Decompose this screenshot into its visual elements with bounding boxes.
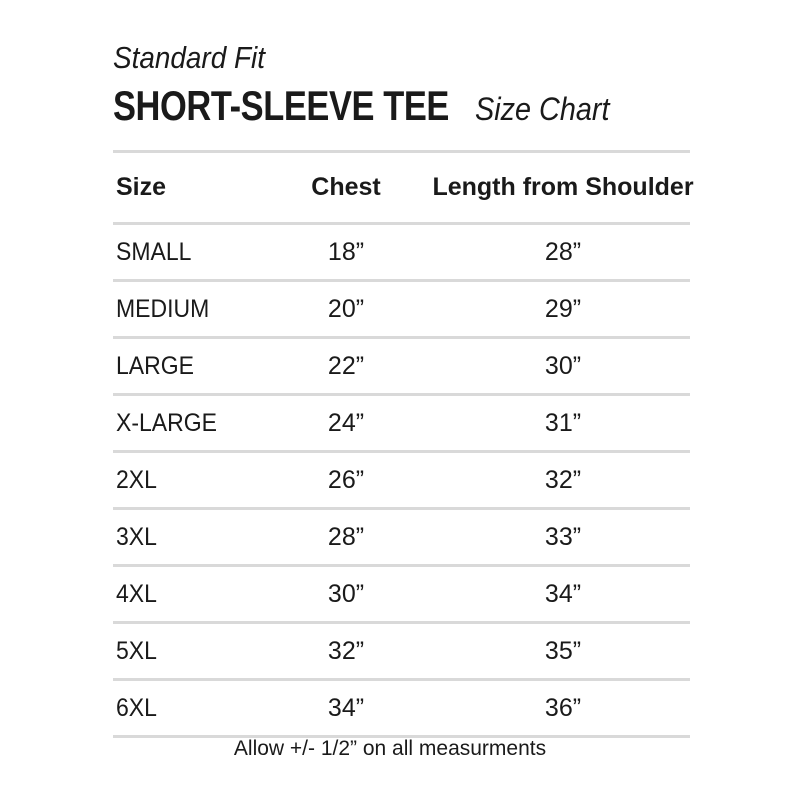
table-header-row bbox=[113, 153, 694, 222]
column-header-chest: Chest bbox=[311, 173, 381, 201]
column-header-length: Length from Shoulder bbox=[432, 173, 694, 201]
chest-cell: 30” bbox=[327, 579, 365, 608]
table-row bbox=[113, 681, 690, 735]
size-cell: 2XL bbox=[116, 465, 157, 494]
table-row bbox=[113, 396, 690, 450]
size-cell: 6XL bbox=[116, 693, 157, 722]
table-row bbox=[113, 624, 690, 678]
fit-subtitle: Standard Fit bbox=[113, 40, 265, 75]
size-cell: MEDIUM bbox=[116, 294, 210, 323]
length-cell: 34” bbox=[544, 579, 582, 608]
length-cell: 29” bbox=[544, 294, 582, 323]
chest-cell: 24” bbox=[327, 408, 365, 437]
chest-cell: 20” bbox=[327, 294, 365, 323]
title-line bbox=[113, 82, 624, 133]
measurement-footnote: Allow +/- 1/2” on all measurments bbox=[233, 737, 547, 760]
chest-cell: 26” bbox=[327, 465, 365, 494]
chest-cell: 34” bbox=[327, 693, 365, 722]
length-cell: 30” bbox=[544, 351, 582, 380]
size-cell: 5XL bbox=[116, 636, 157, 665]
table-row bbox=[113, 567, 690, 621]
table-row bbox=[113, 225, 690, 279]
length-cell: 36” bbox=[544, 693, 582, 722]
size-cell: X-LARGE bbox=[116, 408, 217, 437]
chest-cell: 22” bbox=[327, 351, 365, 380]
column-header-size: Size bbox=[116, 173, 167, 201]
size-cell: 4XL bbox=[116, 579, 157, 608]
chest-cell: 32” bbox=[327, 636, 365, 665]
table-row bbox=[113, 282, 690, 336]
size-cell: LARGE bbox=[116, 351, 194, 380]
size-table bbox=[113, 150, 694, 738]
chest-cell: 18” bbox=[327, 237, 365, 266]
chart-header bbox=[113, 38, 624, 133]
table-row bbox=[113, 510, 690, 564]
length-cell: 35” bbox=[544, 636, 582, 665]
length-cell: 31” bbox=[544, 408, 582, 437]
table-row bbox=[113, 453, 690, 507]
size-cell: SMALL bbox=[116, 237, 192, 266]
table-row bbox=[113, 339, 690, 393]
chest-cell: 28” bbox=[327, 522, 365, 551]
title-suffix: Size Chart bbox=[474, 91, 610, 127]
size-cell: 3XL bbox=[116, 522, 157, 551]
length-cell: 32” bbox=[544, 465, 582, 494]
product-title: SHORT-SLEEVE TEE bbox=[113, 82, 449, 129]
length-cell: 33” bbox=[544, 522, 582, 551]
length-cell: 28” bbox=[544, 237, 582, 266]
